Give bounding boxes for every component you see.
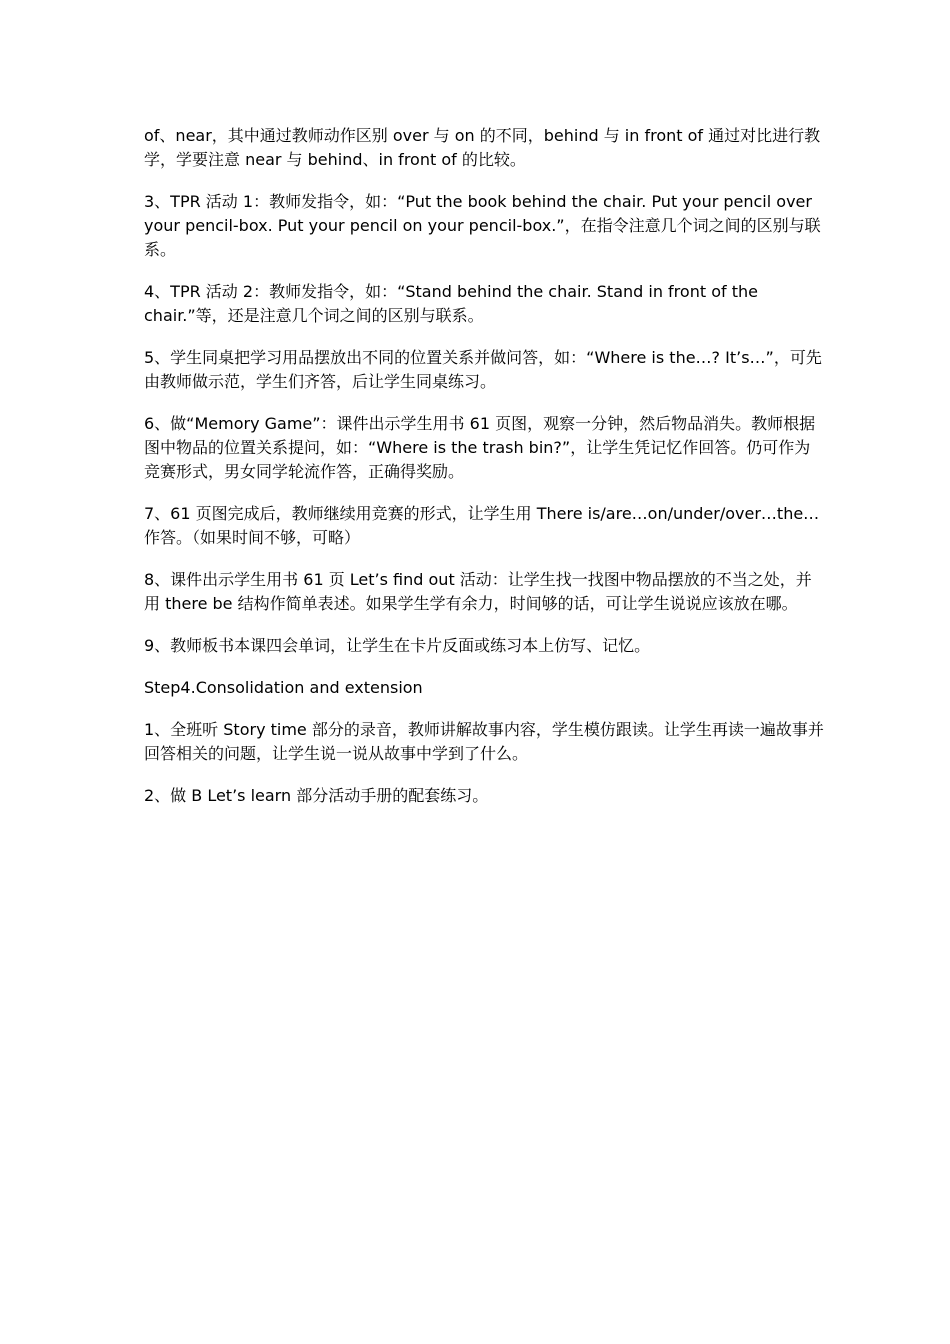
- paragraph-lets-find-out: 8、课件出示学生用书 61 页 Let’s find out 活动：让学生找一找图中物品摆放的不当之处，并用 there be 结构作简单表述。如果学生学有余力，时间够的话，可让学生说说应该放在哪。: [144, 570, 812, 613]
- paragraph-memory-game: 6、做“Memory Game”：课件出示学生用书 61 页图，观察一分钟，然后物品消失。教师根据图中物品的位置关系提问，如：“Where is the trash bin?”，让学生凭记忆作回答。仍可作为竞赛形式，男女同学轮流作答，正确得奖励。: [144, 414, 816, 481]
- paragraph-tpr-activity-2: 4、TPR 活动 2：教师发指令，如：“Stand behind the chair. Stand in front of the chair.”等，还是注意几个词之间的区别与联系。: [144, 282, 758, 325]
- paragraph-pair-practice: 5、学生同桌把学习用品摆放出不同的位置关系并做问答，如：“Where is the…? It’s…”，可先由教师做示范，学生们齐答，后让学生同桌练习。: [144, 348, 822, 391]
- document-body: [144, 124, 824, 826]
- paragraph-board-words: 9、教师板书本课四会单词，让学生在卡片反面或练习本上仿写、记忆。: [144, 636, 651, 655]
- step-heading: Step4.Consolidation and extension: [144, 678, 423, 697]
- paragraph-activity-book: 2、做 B Let’s learn 部分活动手册的配套练习。: [144, 786, 489, 805]
- paragraph-tpr-activity-1: 3、TPR 活动 1：教师发指令，如：“Put the book behind the chair. Put your pencil over your pencil-box. Put your pencil on your pencil-box.”，在指令注意几个词之间的区别与联系。: [144, 192, 821, 259]
- paragraph-continuation: of、near，其中通过教师动作区别 over 与 on 的不同，behind 与 in front of 通过对比进行教学，学要注意 near 与 behind、in front of 的比较。: [144, 126, 821, 169]
- paragraph-story-time: 1、全班听 Story time 部分的录音，教师讲解故事内容，学生模仿跟读。让学生再读一遍故事并回答相关的问题，让学生说一说从故事中学到了什么。: [144, 720, 824, 763]
- paragraph-competition: 7、61 页图完成后，教师继续用竞赛的形式，让学生用 There is/are…on/under/over…the…作答。（如果时间不够，可略）: [144, 504, 820, 547]
